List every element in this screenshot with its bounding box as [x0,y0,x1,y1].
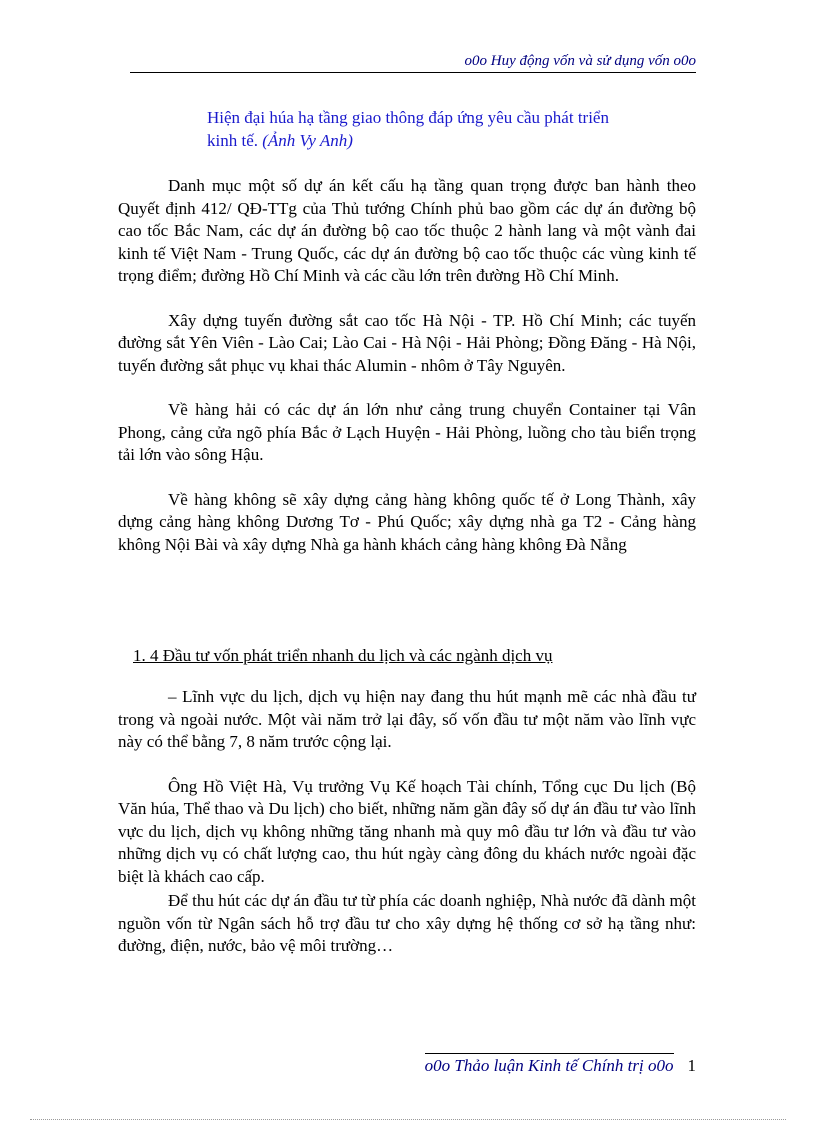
page-bottom-divider [30,1119,786,1120]
header-title: o0o Huy động vốn và sử dụng vốn o0o [464,53,696,69]
caption-text: Hiện đại húa hạ tầng giao thông đáp ứng yêu cầu phát triển kinh tế. [207,108,609,150]
caption-credit: (Ảnh Vy Anh) [262,131,353,150]
image-caption [207,106,617,152]
paragraph: – Lĩnh vực du lịch, dịch vụ hiện nay đang thu hút mạnh mẽ các nhà đầu tư trong và ngoài nước. Một vài năm trở lại đây, số vốn đầu tư một năm vào lĩnh vực này có thể bằng 7, 8 năm trước cộng lại. [118,687,696,751]
body-text-2 [118,686,696,958]
paragraph: Xây dựng tuyến đường sắt cao tốc Hà Nội - TP. Hồ Chí Minh; các tuyến đường sắt Yên Viên - Lào Cai; Lào Cai - Hà Nội - Hải Phòng; Đồng Đăng - Hà Nội, tuyến đường sắt phục vụ khai thác Alumin - nhôm ở Tây Nguyên. [118,310,696,375]
section-heading-text: 1. 4 Đầu tư vốn phát triển nhanh du lịch và các ngành dịch vụ [133,646,553,665]
paragraph: Về hàng không sẽ xây dựng cảng hàng không quốc tế ở Long Thành, xây dựng cảng hàng không Dương Tơ - Phú Quốc; xây dựng nhà ga T2 - Cảng hàng không Nội Bài và xây dựng Nhà ga hành khách cảng hàng không Đà Nẵng [118,489,696,554]
paragraph: Về hàng hải có các dự án lớn như cảng trung chuyển Container tại Vân Phong, cảng cửa ngõ phía Bắc ở Lạch Huyện - Hải Phòng, luồng cho tàu biển trọng tải lớn vào sông Hậu. [118,400,696,464]
body-text-1 [118,175,696,556]
paragraph: Ông Hồ Việt Hà, Vụ trưởng Vụ Kế hoạch Tài chính, Tổng cục Du lịch (Bộ Văn húa, Thể thao và Du lịch) cho biết, những năm gần đây số dự án đầu tư vào lĩnh vực du lịch, dịch vụ không những tăng nhanh mà quy mô đầu tư lớn và đầu tư vào những dịch vụ có chất lượng cao, thu hút ngày càng đông du khách nước ngoài đặc biệt là khách cao cấp. [118,776,696,886]
footer-text: o0o Thảo luận Kinh tế Chính trị o0o [425,1053,674,1076]
section-heading [118,645,696,667]
page-number: 1 [687,1056,696,1075]
paragraph: Để thu hút các dự án đầu tư từ phía các doanh nghiệp, Nhà nước đã dành một nguồn vốn từ Ngân sách hỗ trợ đầu tư cho xây dựng hệ thống cơ sở hạ tầng như: đường, điện, nước, bảo vệ môi trường… [118,891,696,955]
page-header [130,53,696,73]
paragraph: Danh mục một số dự án kết cấu hạ tầng quan trọng được ban hành theo Quyết định 412/ QĐ-TTg của Thủ tướng Chính phủ bao gồm các dự án đường bộ cao tốc Bắc Nam, các dự án đường bộ cao tốc thuộc 2 hành lang và một vành đai kinh tế Việt Nam - Trung Quốc, các dự án đường bộ cao tốc thuộc các vùng kinh tế trọng điểm; đường Hồ Chí Minh và các cầu lớn trên đường Hồ Chí Minh. [118,176,696,285]
page-footer [130,1053,696,1076]
